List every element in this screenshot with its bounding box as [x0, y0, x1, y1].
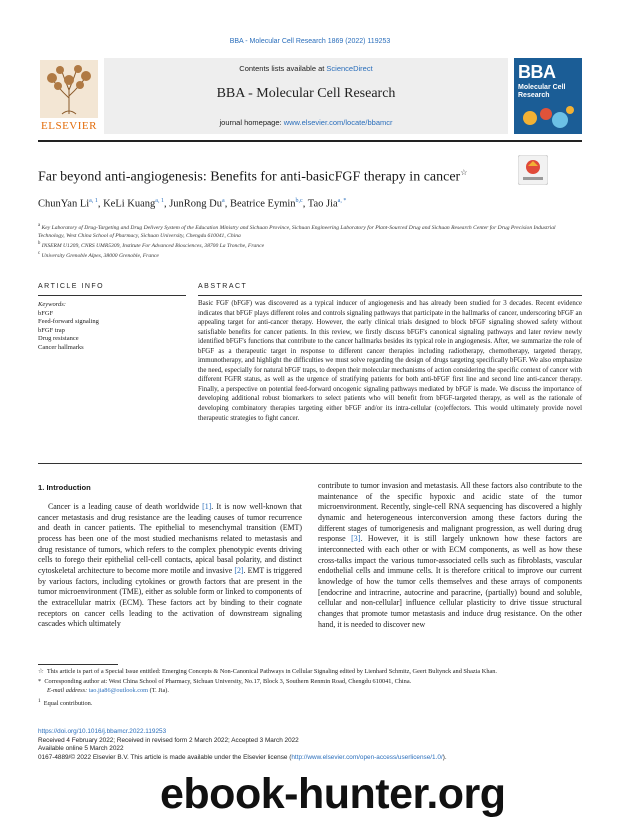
author-affiliation-marker[interactable]: a, 1 — [155, 198, 164, 204]
license-link[interactable]: http://www.elsevier.com/open-access/userlicense/1.0/ — [291, 753, 443, 761]
license-suffix: ). — [442, 753, 447, 761]
abstract-bottom-rule — [38, 463, 582, 464]
body-column-right — [318, 481, 582, 630]
received-dates: Received 4 February 2022; Received in revised form 2 March 2022; Accepted 3 March 2022 — [38, 736, 299, 744]
abstract-text: Basic FGF (bFGF) was discovered as a typical inducer of angiogenesis and has already been studied for 3 decades. Recent evidence indicates that bFGF plays different roles and controls signaling pathways that participate in the hallmarks of cancer, underscoring bFGF an appealing target for anti-cancer therapy. However, the early clinical trials designed to block bFGF signaling showed safety without satisfiable benefits for cancer patients. In this review, we firstly discuss bFGF's canonical signaling pathways and later review newly identified bFGF's functions that contribute to the cancer hallmarks besides its typical role in angiogenesis. After, we summarize the role of bFGF as a therapeutic target in response to different cancer therapies including radiotherapy, chemotherapy, targeted therapy, immunotherapy, and highlight the difficulties we must solve regarding the design of drugs targeting specifically bFGF. We also emphasize the need, especially for natural bFGF traps, to deepen their molecular mechanisms of action considering the specific context of cancer with different FGFR status, as well as the urgence of stratifying patients for both anti-bFGF first line and second line anti-cancer therapy. Finally, a perspective on potential feed-forward oncogenic signaling pathways mediated by bFGF is made. We discuss the importance of developing additional robust biomarkers to select patients who will benefit from bFGF-targeted therapy, as well as the rationale of developing combinatory therapies targeting either bFGF and/or its intra-cellular (co)effectors. This would ultimately provide novel therapeutic strategies to fight cancer. — [198, 300, 582, 422]
email-link[interactable]: tao.jia86@outlook.com — [88, 687, 149, 695]
check-for-updates-icon[interactable] — [518, 155, 548, 185]
footnote-text: Corresponding author at: West China School of Pharmacy, Sichuan University, No.17, Block 3, Southern Renmin Road, Chengdu 610041, China. — [44, 677, 412, 685]
author-name[interactable]: ChunYan Li — [38, 198, 90, 210]
affiliation — [38, 250, 582, 260]
body-text: . EMT is triggered by various factors, including cytokines or growth factors that are present in the tumor microenvironment (TME), either as soluble form or linked to components of the extracellular matrix (ECM). These factors act by binding to their cognate receptors on cancer cells leading to the activation of downstream signaling cascades which ultimately — [38, 565, 302, 629]
footnote-rule — [38, 664, 118, 665]
sciencedirect-link[interactable]: ScienceDirect — [326, 64, 373, 73]
elsevier-logo — [38, 58, 100, 134]
keyword: bFGF trap — [38, 326, 65, 334]
publication-info — [38, 728, 582, 762]
cover-title: BBA — [518, 62, 556, 82]
affiliation-key: a — [38, 223, 41, 228]
abstract-heading: ABSTRACT — [198, 283, 248, 290]
footnote-marker: ☆ — [38, 668, 44, 675]
article-title — [38, 168, 508, 186]
footnotes — [38, 668, 582, 709]
header-rule — [38, 140, 582, 142]
affiliation-text: University Grenoble Alpes, 38000 Grenoble, France — [41, 253, 159, 260]
keyword: Drug resistance — [38, 335, 79, 343]
title-footnote-marker[interactable]: ☆ — [460, 168, 468, 177]
cover-subtitle: Molecular Cell Research — [518, 84, 566, 99]
author-affiliation-marker[interactable]: b,c — [295, 198, 303, 204]
author-name[interactable]: KeLi Kuang — [103, 198, 156, 210]
journal-homepage-link[interactable]: www.elsevier.com/locate/bbamcr — [283, 118, 393, 127]
homepage-prefix: journal homepage: — [219, 118, 284, 127]
homepage-line — [104, 118, 508, 127]
author-name[interactable]: JunRong Du — [169, 198, 223, 210]
reference-link[interactable]: [2] — [234, 565, 244, 575]
footnote-marker: * — [38, 677, 42, 685]
footnote-text: Equal contribution. — [43, 699, 93, 707]
footnote — [38, 687, 582, 696]
journal-title: BBA - Molecular Cell Research — [216, 86, 396, 101]
introduction-heading: 1. Introduction — [38, 483, 91, 492]
journal-header — [104, 58, 508, 134]
doi-link[interactable]: https://doi.org/10.1016/j.bbamcr.2022.119253 — [38, 728, 167, 735]
footnote-text: This article is part of a Special Issue entitled: Emerging Concepts & Non-Canonical Pathways in Cellular Signaling edited by Lienhard Schmitz, Geert Bultynck and Shazia Khan. — [46, 668, 497, 675]
affiliation-text: Key Laboratory of Drug-Targeting and Drug Delivery System of the Education Ministry and Sichuan Province, Sichuan Engineering Laboratory for Plant-Sourced Drug and Sichuan Research Center for Drug Precision Industrial Technology, West China School of Pharmacy, Sichuan University, Chengdu 610041, China — [38, 224, 556, 240]
reference-link[interactable]: [1] — [202, 502, 212, 511]
keyword: bFGF — [38, 309, 54, 317]
reference-link[interactable]: [3] — [351, 534, 361, 544]
email-label: E-mail address: — [47, 687, 88, 695]
journal-citation-link[interactable]: BBA - Molecular Cell Research 1869 (2022) 119253 — [229, 38, 391, 45]
footnote — [38, 697, 582, 709]
title-text: Far beyond anti-angiogenesis: Benefits for anti-basicFGF therapy in cancer — [38, 169, 461, 185]
article-info-rule — [38, 295, 186, 296]
body-text: . It is now well-known that cancer metastasis and drug resistance are the leading causes of tumor recurrence and death in cancer patients. The epithelial to mesenchymal transition (EMT) process has been one of the most studied mechanisms related to metastasis and drug resistance of tumors, which refers to the complex phenotypic events driving cells to forego their epithelial cell-cell contacts, apical basal polarity, and distinct cytoskeletal architecture to become more motile and invasive — [38, 502, 302, 575]
email-suffix: (T. Jia). — [148, 687, 169, 695]
keywords-block — [38, 301, 186, 353]
affiliation-key: c — [38, 251, 41, 257]
author-affiliation-marker[interactable]: a, 1 — [89, 198, 98, 204]
author-affiliation-marker[interactable]: a, * — [337, 198, 347, 204]
abstract-rule — [198, 295, 582, 296]
affiliations — [38, 222, 582, 260]
body-column-left — [38, 502, 302, 630]
publisher-logo-text: ELSEVIER — [41, 120, 97, 132]
journal-cover — [514, 58, 582, 134]
footnote — [38, 668, 582, 677]
author-list: ChunYan Li$^{a, 1}$, KeLi Kuang$^{a, 1}$, JunRong Du$^a$, Beatrice Eymin$^{b,c}$, Tao Jia$^{a, *}$ — [38, 198, 347, 210]
footnote — [38, 678, 582, 687]
author-name[interactable]: Tao Jia — [307, 198, 338, 210]
keyword: Cancer hallmarks — [38, 343, 84, 351]
footnote-marker: 1 — [38, 697, 41, 704]
body-text: Cancer is a leading cause of death worldwide — [48, 502, 203, 511]
keywords-label: Keywords: — [38, 301, 66, 308]
license-line — [38, 754, 582, 763]
watermark-text: ebook-hunter.org — [160, 770, 506, 818]
author-affiliation-marker[interactable]: a — [222, 198, 225, 204]
affiliation-text: INSERM U1209, CNRS UMR5309, Institute For Advanced Biosciences, 38700 La Tronche, France — [41, 243, 265, 250]
affiliation — [38, 222, 582, 240]
affiliation — [38, 240, 582, 250]
keyword: Feed-forward signaling — [38, 318, 99, 326]
affiliation-key: b — [38, 241, 41, 247]
body-text: . However, it is still largely unknown how these factors are interconnected with each other or with ECM components, as well as how these cross-talks impact the various tumor-associated cells such as fibroblasts, vascular endothelial cells and immune cells. It is therefore critical to improve our current knowledge of how the tumor cells themselves and these arrays of components [endocrine and intracrine, autocrine and paracrine, (partially) bound and soluble, cellular and non-cellular] influence cellular plasticity to drive tissue structural changes that promote tumor metastasis and induce drug resistance. On the other hand, it is needed to discover new — [318, 534, 582, 629]
contents-line — [104, 64, 508, 73]
article-info-heading: ARTICLE INFO — [38, 283, 105, 290]
license-text: 0167-4889/© 2022 Elsevier B.V. This article is made available under the Elsevier license ( — [38, 753, 292, 761]
body-text: contribute to tumor invasion and metastasis. All these factors also contribute to the maintenance of the specific hypoxic and acidic state of the tumor microenvironment. Recently, single-cell RNA sequencing has discovered a highly dynamic and heterogeneous interconversion among these factors during the different stages of tumorigenesis and malignant progression, as well during drug response — [318, 481, 582, 544]
online-date: Available online 5 March 2022 — [38, 745, 124, 753]
author-name[interactable]: Beatrice Eymin — [229, 198, 296, 210]
cover-art-icon — [520, 104, 576, 130]
contents-prefix: Contents lists available at — [239, 64, 327, 73]
